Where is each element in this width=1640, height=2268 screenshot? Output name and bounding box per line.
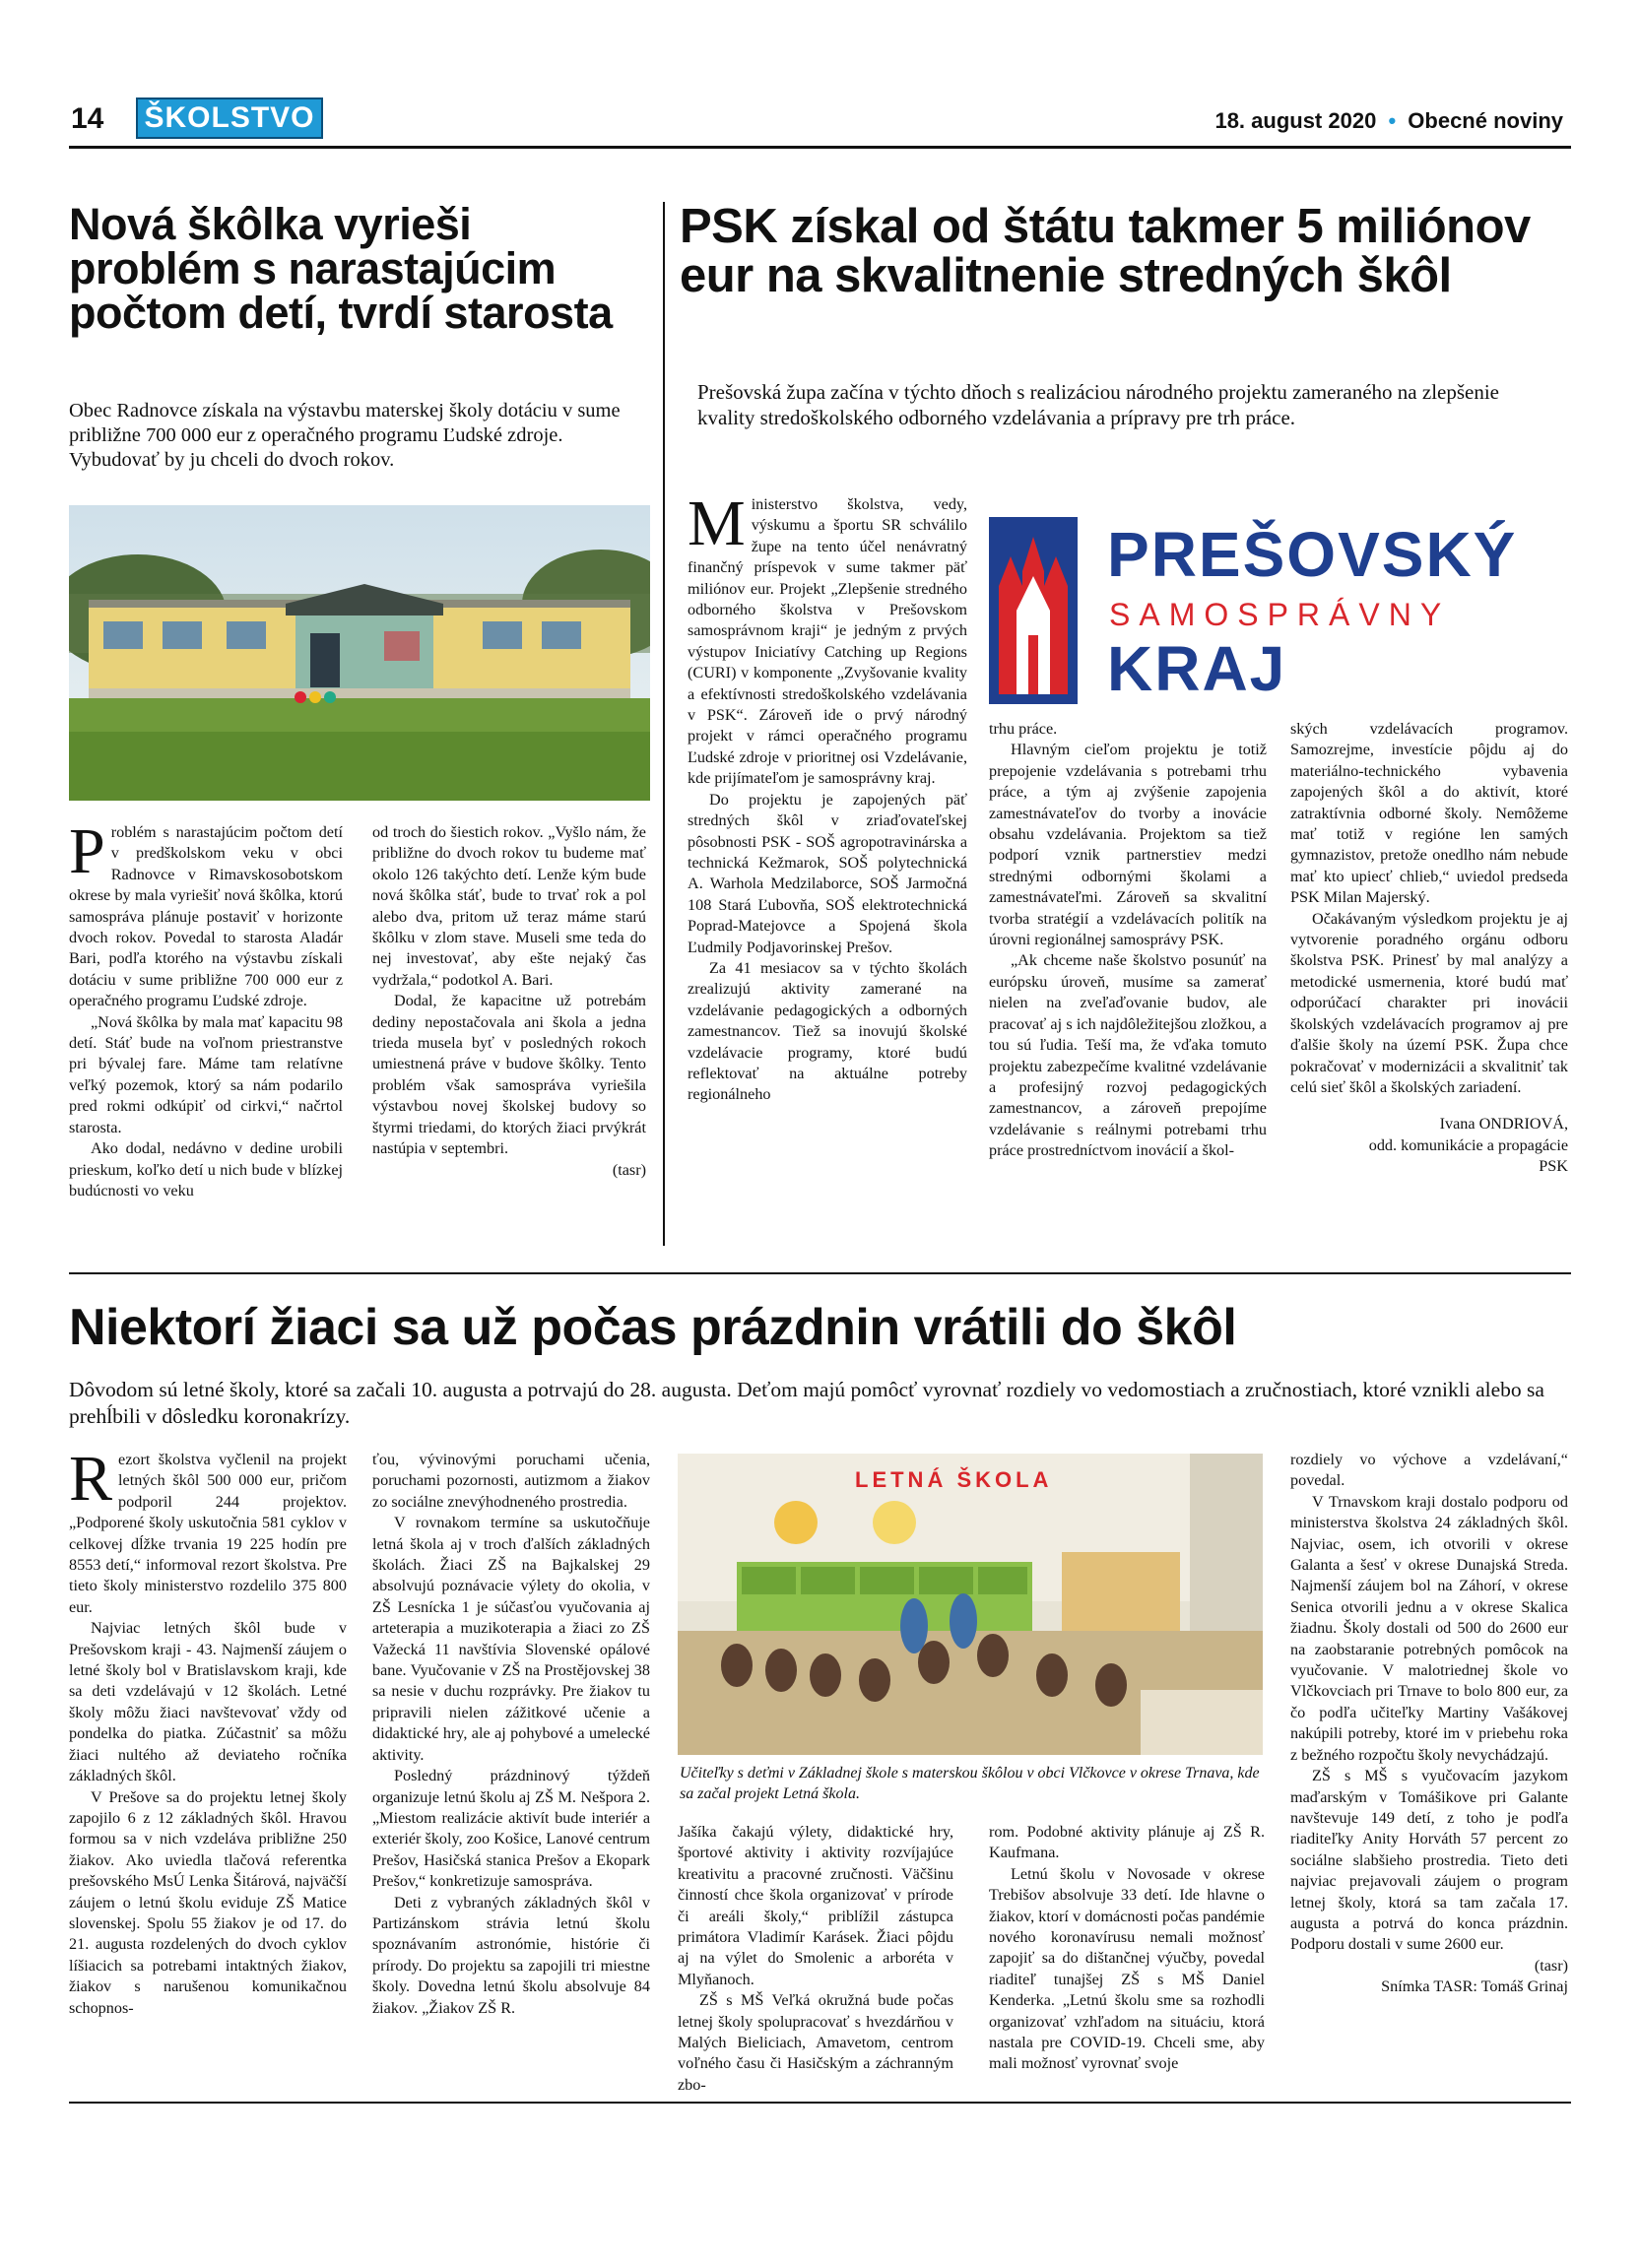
article3-col5 [1290, 1450, 1568, 1998]
article3-photo-credit: Snímka TASR: Tomáš Grinaj [1381, 1977, 1568, 1996]
psk-crest-icon [989, 517, 1078, 704]
publication-name: Obecné noviny [1408, 108, 1563, 133]
article3-title: Niektorí žiaci sa už počas prázdnin vrátili do škôl [69, 1299, 1237, 1356]
article3-col2 [372, 1450, 650, 2019]
article1-col1-p1: „Nová škôlka by mala mať kapacitu 98 detí. Stáť bude na voľnom priestranstve pri bývalej fare. Máme tam relatívne veľký pozemok, ktorý sa nám podarilo pred rokmi odkúpiť od cirkvi,“ načrtol starosta. [69, 1012, 343, 1136]
psk-logo-line2: SAMOSPRÁVNY [1109, 597, 1451, 632]
article3-col2-p3: Deti z vybraných základných škôl v Partizánskom strávia letnú školu spoznávaním astronómie, histórie či prírody. Do projektu sa zapojili tri miestne školy. Dovedna letnú školu absolvuje 84 žiakov. „Žiakov ZŠ R. [372, 1893, 650, 2017]
article3-col2-p2: Posledný prázdninový týždeň organizuje letnú školu aj ZŠ M. Nešpora 2. „Miestom realizácie aktivít bude interiér a exteriér školy, zoo Košice, Lanové centrum Prešov, Hasičská stanica Prešov a Ekopark Prešov,“ konkretizuje samospráva. [372, 1767, 650, 1891]
footer-rule [69, 2102, 1571, 2104]
article3-col2-first: ťou, vývinovými poruchami učenia, poruchami pozornosti, autizmom a žiakov zo sociálne znevýhodneného prostredia. [372, 1451, 650, 1511]
article2-author: Ivana ONDRIOVÁ, [1439, 1115, 1568, 1134]
article2-title: PSK získal od štátu takmer 5 miliónov eur na skvalitnenie stredných škôl [680, 200, 1531, 302]
psk-logo [989, 512, 1570, 709]
article1-col2-p1: od troch do šiestich rokov. „Vyšlo nám, že približne do dvoch rokov tu budeme mať okolo 126 takýchto detí. Lenže kým bude nová škôlka stáť, bude to trvať rok a pol alebo dva, pritom už teraz máme starú škôlku v zlom stave. Museli sme teda do nej investovať, aby ešte nejaký čas vydržala,“ podotkol A. Bari. [372, 823, 646, 989]
article3-col1 [69, 1443, 347, 2019]
column-divider [663, 202, 665, 1246]
page-number: 14 [71, 102, 104, 135]
article2-col1-p2: Za 41 mesiacov sa v týchto školách zrealizujú aktivity zamerané na vzdelávanie pedagogických a odborných zamestnancov. Tiež sa inovujú školské vzdelávacie programy, ktoré budú reflektovať na aktuálne potreby regionálneho [688, 958, 967, 1104]
article3-col1-first: ezort školstva vyčlenil na projekt letných škôl 500 000 eur, pričom podporil 244 projektov. „Podporené školy uskutočnia 581 cyklov v celkovej dĺžke trvania 19 225 hodín pre 8553 detí,“ informoval rezort školstva. Pre tieto školy ministerstvo rozdelilo 375 800 eur. [69, 1451, 347, 1616]
article3-source: (tasr) [1534, 1956, 1568, 1975]
article3-photo [678, 1454, 1263, 1755]
article3-dropcap: R [69, 1443, 113, 1515]
article1-dropcap: P [69, 815, 105, 887]
article2-col2-first: trhu práce. [989, 720, 1058, 738]
psk-logo-line1: PREŠOVSKÝ [1107, 519, 1518, 590]
article1-source: (tasr) [612, 1160, 646, 1179]
article3-col4-p1: Letnú školu v Novosade v okrese Trebišov absolvuje 33 detí. Ide hlavne o žiakov, ktorí v domácnosti počas pandémie nového koronavírusu nemali možnosť zapojiť sa do dištančnej výučby, povedal riaditeľ tunajšej ZŠ s MŠ Daniel Kenderka. „Letnú školu sme sa rozhodli organizovať vzhľadom na situáciu, ktorá nastala pre COVID-19. Chceli sme, aby mali možnosť vyrovnať svoje [989, 1864, 1265, 2073]
article2-col3-first: ských vzdelávacích programov. Samozrejme, investície pôjdu aj do materiálno-technického vybavenia zapojených škôl a do aktivít, ktoré zatraktívnia odborné školy. Nemôžeme mať totiž v regióne len samých gymnazistov, pretože onedlho nám nebude mať kto upiecť chlieb,“ uviedol predseda PSK Milan Majerský. [1290, 720, 1568, 907]
issue-separator: • [1388, 108, 1397, 133]
article2-col3-p1: Očakávaným výsledkom projektu je aj vytvorenie poradného orgánu odboru školstva PSK. Prinesť by mal analýzy a metodické usmernenia, ktoré budú mať odporúčací charakter pri inovácii školských vzdelávacích programov aj pre ďalšie školy na území PSK. Župa chce pokračovať v modernizácii a skvalitniť tak celú sieť škôl a školských zariadení. [1290, 909, 1568, 1096]
article3-col4 [989, 1822, 1265, 2075]
article1-title: Nová škôlka vyrieši problém s narastajúcim počtom detí, tvrdí starosta [69, 199, 613, 338]
section-rule [69, 1272, 1571, 1274]
article2-col3 [1290, 719, 1568, 1178]
article1-col2 [372, 822, 646, 1181]
article1-col1-first: roblém s narastajúcim počtom detí v predškolskom veku v obci Radnovce v Rimavskosobotskom okrese by mala vyriešiť nová škôlka, ktorú samospráva plánuje postaviť v horizonte dvoch rokov. Povedal to starosta Aladár Bari, podľa ktorého na výstavbu získali dotáciu v sume približne 700 000 eur z operačného programu Ľudské zdroje. [69, 823, 343, 1010]
photo-sign-text: LETNÁ ŠKOLA [855, 1467, 1053, 1492]
issue-date: 18. august 2020 [1214, 108, 1377, 133]
article2-col1-first: inisterstvo školstva, vedy, výskumu a športu SR schválilo župe na tento účel nenávratný finančný príspevok v sume takmer päť miliónov eur. Projekt „Zlepšenie stredného odborného školstva v Prešovskom samosprávnom kraji“ je jedným z prvých výstupov Iniciatívy Catching up Regions (CURI) v komponente „Zvyšovanie kvality a efektívnosti stredoškolského vzdelávania v PSK“. Zároveň ide o prvý národný projekt v rámci operačného programu Ľudské zdroje v prioritnej osi Vzdelávanie, kde prijímateľom je samosprávny kraj. [688, 495, 967, 788]
article3-photo-caption: Učiteľky s deťmi v Základnej škole s materskou škôlou v obci Vlčkovce v okrese Trnava, kde sa začal projekt Letná škola. [680, 1765, 1260, 1802]
psk-logo-line3: KRAJ [1107, 633, 1287, 704]
article2-lead: Prešovská župa začína v týchto dňoch s realizáciou národného projektu zameraného na zlepšenie kvality stredoškolského odborného vzdelávania a prípravy pre trh práce. [697, 380, 1499, 429]
article1-col1 [69, 815, 343, 1201]
article2-col1-p1: Do projektu je zapojených päť stredných škôl v zriaďovateľskej pôsobnosti PSK - SOŠ agropotravinárska a technická Kežmarok, SOŠ polytechnická A. Warhola Medzilaborce, SOŠ Jarmočná 108 Stará Ľubovňa, SOŠ elektrotechnická Poprad-Matejovce a Spojená škola Ľudmily Podjavorinskej Prešov. [688, 790, 967, 956]
section-label-text: ŠKOLSTVO [144, 101, 315, 134]
article3-col2-p1: V rovnakom termíne sa uskutočňuje letná škola aj v troch ďalších základných školách. Žiaci ZŠ na Bajkalskej 29 absolvujú poznávacie výlety do okolia, v ZŠ Lesnícka 1 je súčasťou vyučovania aj arteterapia a muzikoterapia a žiaci zo ZŠ Važecká 11 navštívia Slovenské opálové bane. Vyučovanie v ZŠ na Prostějovskej 38 sa nesie v duchu rozprávky. Pre žiakov tu pripravili nielen zážitkové učenie a didaktické hry, ale aj pohybové a umelecké aktivity. [372, 1514, 650, 1764]
article3-lead: Dôvodom sú letné školy, ktoré sa začali 10. augusta a potrvajú do 28. augusta. Deťom majú pomôcť vyrovnať rozdiely vo vedomostiach a zručnostiach, ktoré vznikli alebo sa prehĺbili v dôsledku koronakrízy. [69, 1378, 1544, 1428]
article1-lead: Obec Radnovce získala na výstavbu materskej školy dotáciu v sume približne 700 000 eur z operačného programu Ľudské zdroje. Vybudovať by ju chceli do dvoch rokov. [69, 400, 621, 471]
article2-col1 [688, 487, 967, 1106]
article2-author-role: odd. komunikácie a propagácie [1368, 1135, 1568, 1154]
article2-col2-p1: Hlavným cieľom projektu je totiž prepojenie vzdelávania s potrebami trhu práce, a tým aj zvýšenie zapojenia zamestnávateľov do tvorby a inovácie obsahu vzdelávania. Projektom sa tiež podporí vznik partnerstiev medzi strednými odbornými školami a zamestnávateľmi. Zároveň sa skvalitní tvorba stratégií a vzdelávacích politík na úrovni regionálnej samosprávy PSK. [989, 741, 1267, 949]
article3-col3-first: Jašíka čakajú výlety, didaktické hry, športové aktivity i aktivity rozvíjajúce kreativitu a pracovné zručnosti. Väčšinu činností chce škola organizovať v prírode či areáli školy,“ priblížil zástupca primátora Vladimír Karásek. Žiaci pôjdu aj na výlet do Smolenic a arboréta v Mlyňanoch. [678, 1823, 953, 1988]
article3-col4-first: rom. Podobné aktivity plánuje aj ZŠ R. Kaufmana. [989, 1823, 1265, 1862]
article2-author-org: PSK [1539, 1157, 1568, 1176]
article2-dropcap: M [688, 487, 746, 559]
issue-info [1214, 108, 1563, 134]
article3-col5-p2: ZŠ s MŠ s vyučovacím jazykom maďarským v Tomášikove pri Galante navštevuje 149 detí, z toho je podľa riaditeľky Anity Horváth 57 percent zo sociálne slabšieho prostredia. Tieto deti najviac prejavovali záujem o program letnej školy, ktorá sa tam začala 17. augusta a potrvá do konca prázdnin. Podporu dostali v sume 2600 eur. [1290, 1767, 1568, 1954]
article3-col5-first: rozdiely vo výchove a vzdelávaní,“ povedal. [1290, 1451, 1568, 1490]
article3-col1-p1: Najviac letných škôl bude v Prešovskom kraji - 43. Najmenší záujem o letné školy bol v Bratislavskom kraji, kde sa deti vzdelávajú v 12 školách. Letné školy môžu žiaci navštevovať vždy od pondelka do piatka. Zúčastniť sa môžu žiaci nultého až deviateho ročníka základných škôl. [69, 1619, 347, 1785]
article3-col1-p2: V Prešove sa do projektu letnej školy zapojilo 6 z 12 základných škôl. Hravou formou sa v nich vzdeláva približne 250 žiakov. Ako uviedla tlačová referentka prešovského MsÚ Lenka Šitárová, najväčší záujem o letnú školu eviduje ZŠ Matice slovenskej. Spolu 55 žiakov je od 17. do 21. augusta rozdelených do dvoch cyklov líšiacich sa potrebami intaktných žiakov, žiakov s narušenou komunikačnou schopnos- [69, 1787, 347, 2017]
article1-col2-p2: Dodal, že kapacitne už potrebám dediny nepostačovala ani škola a jedna trieda musela byť v posledných rokoch umiestnená práve v budove škôlky. Tento problém však samospráva vyriešila výstavbou novej školskej budovy so štyrmi triedami, do ktorých žiaci prvýkrát nastúpia v septembri. [372, 992, 646, 1158]
article2-col2-p2: „Ak chceme naše školstvo posunúť na európsku úroveň, musíme sa zamerať nielen na zveľaďovanie budov, ale pracovať aj s ich najdôležitejšou zložkou, a tou sú ľudia. Teší ma, že vďaka tomuto projektu zabezpečíme kvalitné vzdelávanie a profesijný rozvoj pedagogických zamestnancov, a zároveň prepojíme vzdelávanie s reálnymi potrebami trhu práce prostredníctvom inovácií a škol- [989, 951, 1267, 1160]
article3-col3-p1: ZŠ s MŠ Veľká okružná bude počas letnej školy spolupracovať s hvezdárňou v Malých Bieliciach, Amavetom, centrom voľného času či Hasičským a záchranným zbo- [678, 1991, 953, 2094]
article3-col5-p1: V Trnavskom kraji dostalo podporu od ministerstva školstva 24 základných škôl. Najviac, osem, ich otvorili v okrese Galanta a šesť v okrese Dunajská Streda. Najmenší záujem bol na Záhorí, v okrese Senica otvorili jednu a v okrese Skalica žiadnu. Školy dostali od 500 do 2600 eur na zaobstaranie potrebných pomôcok na vyučovanie. V malotriednej škole vo Vlčkovciach pri Trnave to bolo 800 eur, za čo podľa učiteľky Martiny Vašákovej nakúpili potreby, ktoré im v priebehu roka z bežného rozpočtu školy nevychádzajú. [1290, 1492, 1568, 1764]
article1-photo [69, 505, 650, 801]
article2-col2 [989, 719, 1267, 1162]
header-rule [69, 146, 1571, 149]
section-label [136, 97, 323, 139]
article3-col3 [678, 1822, 953, 2096]
article1-col1-p2: Ako dodal, nedávno v dedine urobili prieskum, koľko detí u nich bude v blízkej budúcnosti vo veku [69, 1139, 343, 1199]
